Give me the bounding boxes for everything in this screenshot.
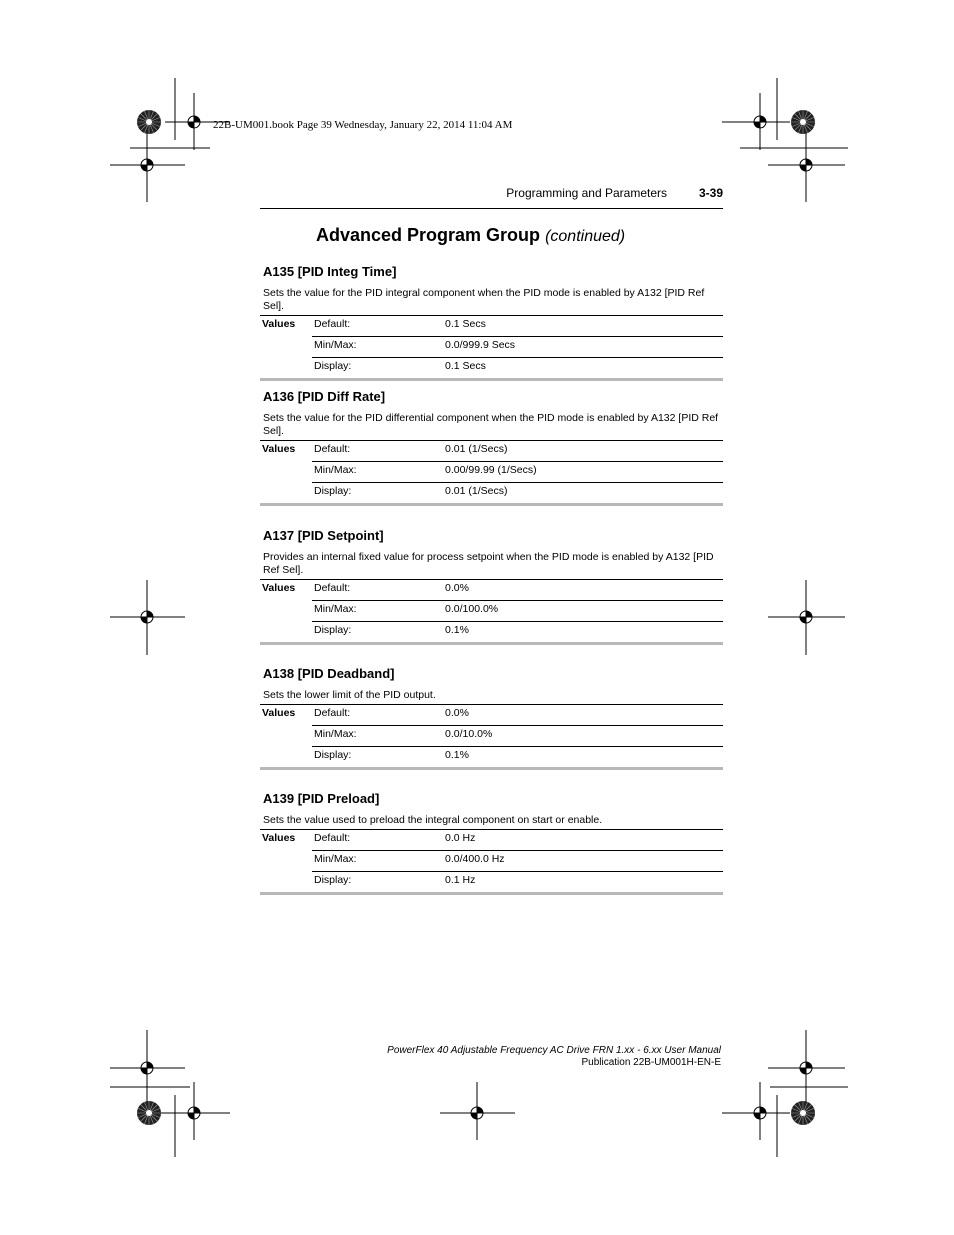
table-row — [260, 726, 723, 747]
row-value: 0.0% — [445, 582, 469, 594]
param-title: A135 [PID Integ Time] — [263, 264, 397, 279]
table-row — [260, 705, 723, 726]
continued-label: (continued) — [545, 228, 626, 245]
table-row — [260, 622, 723, 644]
row-label: Display: — [312, 872, 443, 894]
row-label: Default: — [314, 443, 351, 455]
param-description: Sets the value for the PID integral component when the PID mode is enabled by A132 [PID Ref Sel]. — [263, 287, 705, 312]
row-label: Display: — [312, 747, 443, 769]
param-a137 — [260, 528, 723, 645]
row-value: 0.0/400.0 Hz — [443, 851, 723, 872]
values-label: Values — [262, 443, 296, 455]
row-value: 0.0/100.0% — [443, 601, 723, 622]
param-title: A136 [PID Diff Rate] — [263, 389, 386, 404]
group-heading — [316, 225, 625, 246]
values-label: Values — [262, 582, 296, 594]
row-label: Default: — [314, 582, 351, 594]
param-title: A139 [PID Preload] — [263, 791, 380, 806]
row-label: Display: — [312, 483, 443, 505]
values-table — [260, 704, 723, 770]
values-label: Values — [262, 707, 296, 719]
values-label: Values — [262, 318, 296, 330]
param-a138 — [260, 666, 723, 770]
row-value: 0.1 Secs — [445, 318, 486, 330]
param-description: Sets the value used to preload the integral component on start or enable. — [263, 814, 603, 826]
table-row — [260, 580, 723, 601]
param-title: A138 [PID Deadband] — [263, 666, 395, 681]
row-value: 0.0/999.9 Secs — [443, 337, 723, 358]
row-label: Display: — [312, 622, 443, 644]
row-value: 0.01 (1/Secs) — [445, 443, 508, 455]
table-row — [260, 830, 723, 851]
row-value: 0.1 Hz — [443, 872, 723, 894]
row-value: 0.01 (1/Secs) — [443, 483, 723, 505]
table-row — [260, 483, 723, 505]
row-value: 0.00/99.99 (1/Secs) — [443, 462, 723, 483]
param-description: Provides an internal fixed value for process setpoint when the PID mode is enabled by A132 [PID Ref Sel]. — [263, 551, 714, 576]
row-value: 0.1% — [443, 622, 723, 644]
values-table — [260, 440, 723, 506]
page-number: 3-39 — [698, 186, 723, 200]
table-row — [260, 872, 723, 894]
row-label: Default: — [314, 832, 351, 844]
param-description: Sets the value for the PID differential component when the PID mode is enabled by A132 [PID Ref Sel]. — [263, 412, 719, 437]
row-value: 0.1% — [443, 747, 723, 769]
row-value: 0.0% — [445, 707, 469, 719]
values-label: Values — [262, 832, 296, 844]
table-row — [260, 441, 723, 462]
table-row — [260, 747, 723, 769]
row-value: 0.1 Secs — [443, 358, 723, 380]
param-a139 — [260, 791, 723, 895]
print-info-line: 22B-UM001.book Page 39 Wednesday, January 22, 2014 11:04 AM — [213, 119, 513, 131]
table-row — [260, 851, 723, 872]
param-a136 — [260, 389, 723, 506]
manual-title: PowerFlex 40 Adjustable Frequency AC Drive FRN 1.xx - 6.xx User Manual — [387, 1045, 721, 1056]
row-label: Min/Max: — [312, 726, 443, 747]
row-label: Min/Max: — [312, 337, 443, 358]
values-table — [260, 829, 723, 895]
row-label: Min/Max: — [312, 462, 443, 483]
table-row — [260, 358, 723, 380]
param-description: Sets the lower limit of the PID output. — [263, 689, 436, 701]
publication-number: Publication 22B-UM001H-EN-E — [581, 1057, 721, 1068]
table-row — [260, 316, 723, 337]
values-table — [260, 315, 723, 381]
row-label: Min/Max: — [312, 851, 443, 872]
page-footer — [387, 1045, 721, 1069]
row-label: Display: — [312, 358, 443, 380]
row-label: Default: — [314, 318, 351, 330]
row-label: Default: — [314, 707, 351, 719]
section-title: Programming and Parameters — [506, 186, 667, 200]
param-a135 — [260, 264, 723, 381]
table-row — [260, 601, 723, 622]
row-value: 0.0/10.0% — [443, 726, 723, 747]
param-title: A137 [PID Setpoint] — [263, 528, 384, 543]
values-table — [260, 579, 723, 645]
row-label: Min/Max: — [312, 601, 443, 622]
row-value: 0.0 Hz — [445, 832, 476, 844]
running-header — [260, 186, 723, 209]
table-row — [260, 337, 723, 358]
table-row — [260, 462, 723, 483]
group-title: Advanced Program Group — [316, 225, 541, 245]
